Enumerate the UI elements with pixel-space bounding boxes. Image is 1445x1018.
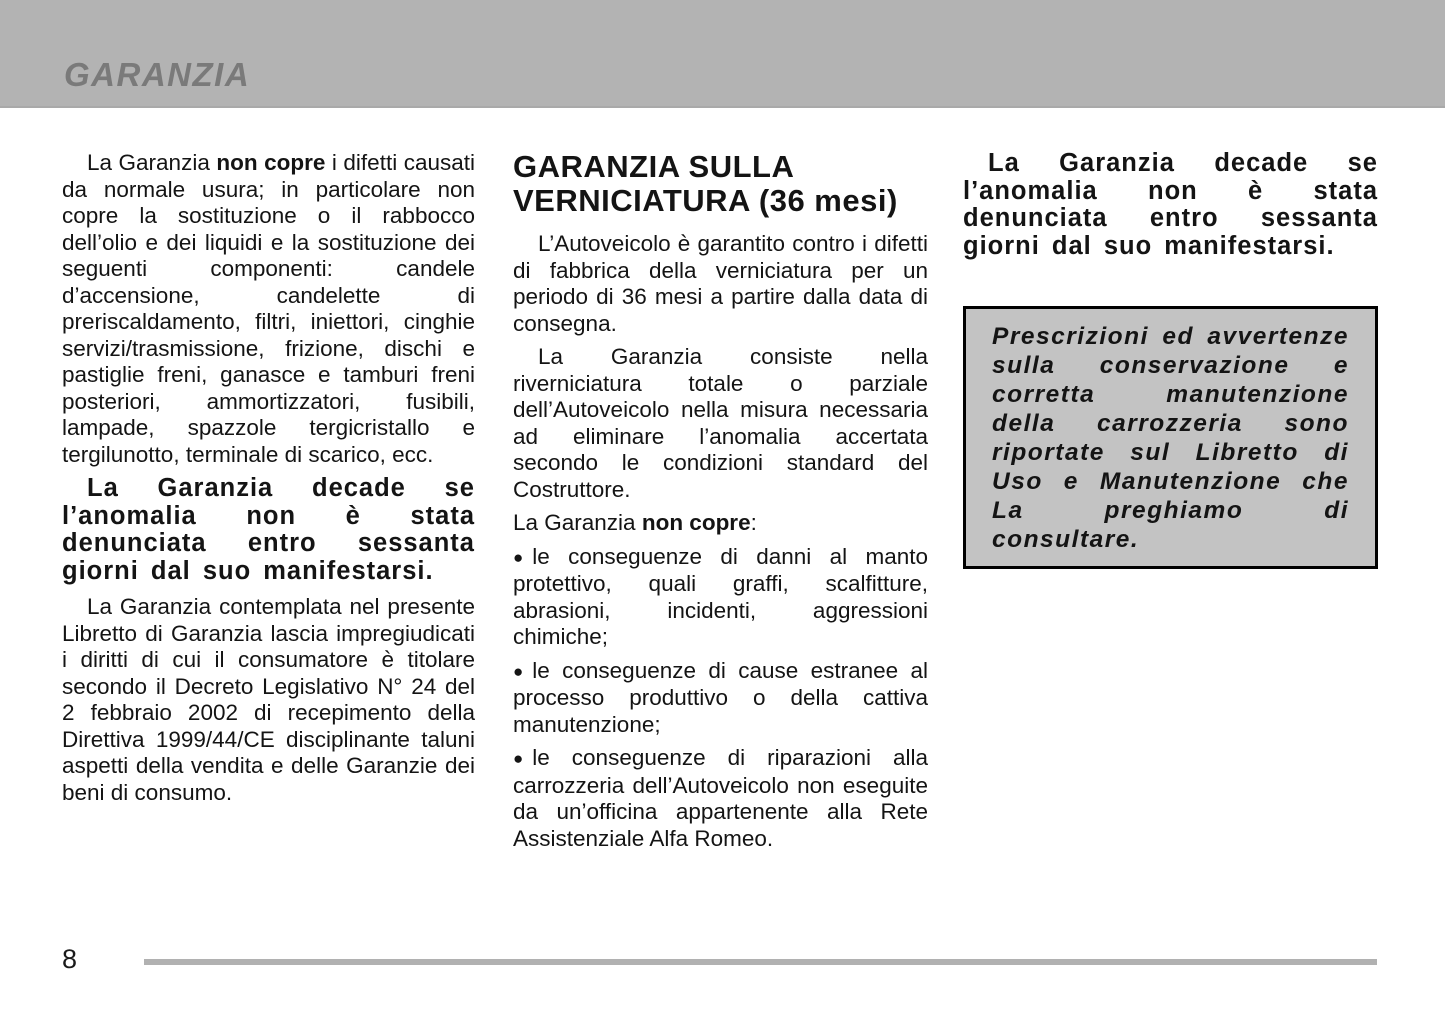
right-column bbox=[963, 150, 1378, 569]
emphasis-non-copre: non copre bbox=[641, 510, 751, 535]
paragraph-text: La Garanzia bbox=[513, 510, 642, 535]
paragraph-paint-coverage: L’Autoveicolo è garantito contro i difetti di fabbrica della verniciatura per un periodo di 36 mesi a partire dalla data di consegna. bbox=[513, 231, 928, 336]
bullet-text: le conseguenze di riparazioni alla carrozzeria dell’Autoveicolo non eseguite da un’officina appartenente alla Rete Assistenziale Alfa Romeo. bbox=[513, 745, 928, 851]
bullet-icon: ● bbox=[513, 661, 524, 681]
left-column bbox=[62, 150, 475, 813]
maintenance-notice-text: Prescrizioni ed avvertenze sulla conservazione e corretta manutenzione della carrozzeria sono riportate sul Libretto di Uso e Manutenzione che La preghiamo di consultare. bbox=[992, 323, 1349, 553]
paragraph-warranty-exclusions bbox=[62, 150, 475, 468]
paragraph-text: i difetti causati da normale usura; in particolare non copre la sostituzione o il rabbocco dell’olio e dei liquidi e la sostituzione dei seguenti componenti: candele d’accensione, candelette di preriscaldamento, filtri, iniettori, cinghie servizi/trasmissione, frizione, dischi e pastiglie freni, ganasce e tamburi freni posteriori, ammortizzatori, fusibili, lampade, spazzole tergicristallo e tergilunotto, terminale di scarico, ecc. bbox=[62, 150, 476, 467]
maintenance-notice-box bbox=[963, 306, 1378, 569]
bullet-item-damage bbox=[513, 544, 928, 651]
emphasis-non-copre: non copre bbox=[216, 150, 326, 175]
bullet-item-unauthorized-repairs bbox=[513, 745, 928, 852]
paragraph-warranty-decay-left: La Garanzia decade se l’anomalia non è stata denunciata entro sessanta giorni dal suo manifestarsi. bbox=[62, 474, 475, 585]
page-title: GARANZIA bbox=[64, 56, 251, 93]
paragraph-repaint-conditions: La Garanzia consiste nella riverniciatura totale o parziale dell’Autoveicolo nella misura necessaria ad eliminare l’anomalia accertata secondo le condizioni standard del Costruttore. bbox=[513, 344, 928, 502]
footer-rule bbox=[144, 959, 1377, 965]
bullet-icon: ● bbox=[513, 547, 524, 567]
paragraph-text: : bbox=[750, 510, 757, 535]
paragraph-consumer-rights: La Garanzia contemplata nel presente Libretto di Garanzia lascia impregiudicati i diritti di cui il consumatore è titolare secondo il Decreto Legislativo N° 24 del 2 febbraio 2002 di recepimento della Direttiva 1999/44/CE disciplinante taluni aspetti della vendita e delle Garanzie dei beni di consumo. bbox=[62, 594, 475, 805]
page-number: 8 bbox=[62, 944, 78, 974]
bullet-text: le conseguenze di danni al manto protettivo, quali graffi, scalfitture, abrasioni, incidenti, aggressioni chimiche; bbox=[513, 543, 928, 649]
page-header-band bbox=[0, 0, 1445, 108]
paragraph-non-copre-intro bbox=[513, 510, 928, 537]
paragraph-warranty-decay-right: La Garanzia decade se l’anomalia non è stata denunciata entro sessanta giorni dal suo manifestarsi. bbox=[963, 149, 1378, 260]
bullet-text: le conseguenze di cause estranee al processo produttivo o della cattiva manutenzione; bbox=[513, 657, 928, 737]
bullet-icon: ● bbox=[513, 749, 524, 768]
middle-column bbox=[513, 150, 928, 859]
paragraph-text: La Garanzia bbox=[87, 150, 217, 175]
bullet-item-external-causes bbox=[513, 658, 928, 739]
section-heading-paint-warranty: GARANZIA SULLA VERNICIATURA (36 mesi) bbox=[513, 149, 898, 218]
